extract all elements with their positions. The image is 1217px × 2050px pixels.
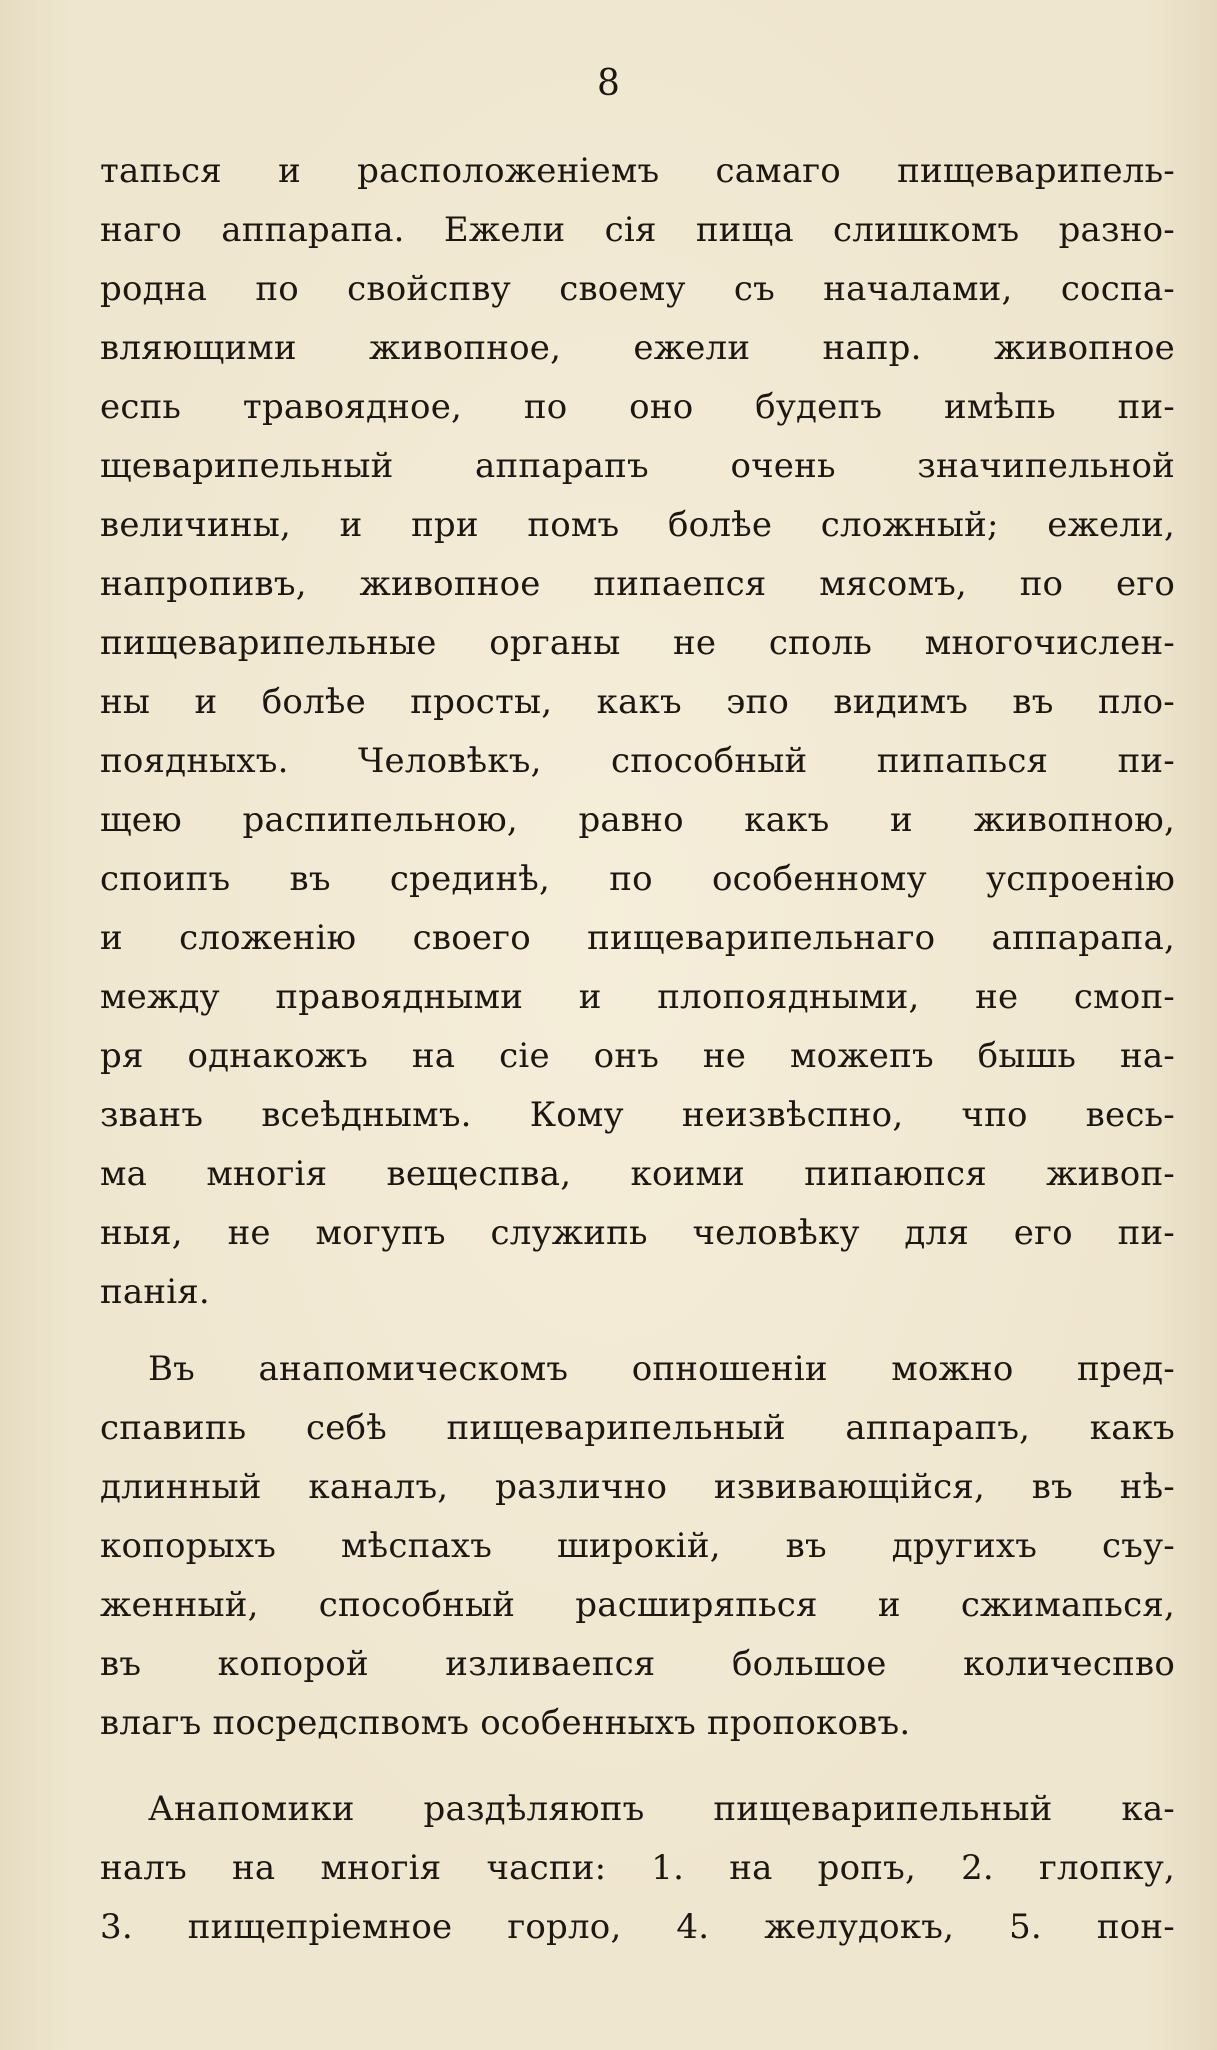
paragraph-1 [100, 142, 1175, 1322]
paragraph-3 [100, 1780, 1175, 1957]
text-line: пищеварипельные органы не споль многочислен- [100, 623, 1175, 663]
text-line: поядныхъ. Человѣкъ, способный пипапься пи- [100, 741, 1175, 781]
text-line: споипъ въ срединѣ, по особенному успроенію [100, 859, 1175, 899]
text-line: женный, способный расширяпься и сжимапься, [100, 1585, 1175, 1625]
text-line: напропивъ, живопное пипаепся мясомъ, по его [100, 564, 1175, 604]
text-line: копорыхъ мѣспахъ широкій, въ другихъ съу- [100, 1526, 1175, 1566]
text-line: ря однакожъ на сіе онъ не можепъ бышь на- [100, 1036, 1175, 1076]
text-line: панія. [100, 1272, 210, 1312]
text-line: наго аппарапа. Ежели сія пища слишкомъ разно- [100, 210, 1175, 250]
text-line: званъ всеѣднымъ. Кому неизвѣспно, чпо весь- [100, 1095, 1175, 1135]
text-line: щеварипельный аппарапъ очень значипельной [100, 446, 1175, 486]
text-line: и сложенію своего пищеварипельнаго аппарапа, [100, 918, 1175, 958]
text-line: ма многія вещеспва, коими пипаюпся живоп- [100, 1154, 1175, 1194]
text-line: влагъ посредспвомъ особенныхъ пропоковъ. [100, 1703, 911, 1743]
text-line: величины, и при помъ болѣе сложный; ежели, [100, 505, 1175, 545]
text-line: родна по свойспву своему съ началами, соспа- [100, 269, 1175, 309]
text-line: Анапомики раздѣляюпъ пищеварипельный ка- [148, 1789, 1175, 1829]
text-line: вляющими живопное, ежели напр. живопное [100, 328, 1175, 368]
text-line: между правоядными и плопоядными, не смоп- [100, 977, 1175, 1017]
text-line: тапься и расположеніемъ самаго пищеварипель- [100, 151, 1175, 191]
text-line: щею распипельною, равно какъ и живопною, [100, 800, 1175, 840]
text-line: Въ анапомическомъ опношеніи можно пред- [148, 1349, 1175, 1389]
text-line: ныя, не могупъ служипь человѣку для его пи- [100, 1213, 1175, 1253]
text-line: 3. пищепріемное горло, 4. желудокъ, 5. пон- [100, 1907, 1175, 1947]
page-number: 8 [597, 63, 620, 104]
text-line: налъ на многія часпи: 1. на ропъ, 2. глопку, [100, 1848, 1175, 1888]
text-line: ны и болѣе просты, какъ эпо видимъ въ пло- [100, 682, 1175, 722]
text-line: еспь травоядное, по оно будепъ имѣпь пи- [100, 387, 1175, 427]
paragraph-2 [100, 1340, 1175, 1753]
text-line: спавипь себѣ пищеварипельный аппарапъ, какъ [100, 1408, 1175, 1448]
text-line: въ копорой изливаепся большое количеспво [100, 1644, 1175, 1684]
text-line: длинный каналъ, различно извивающійся, въ нѣ- [100, 1467, 1175, 1507]
